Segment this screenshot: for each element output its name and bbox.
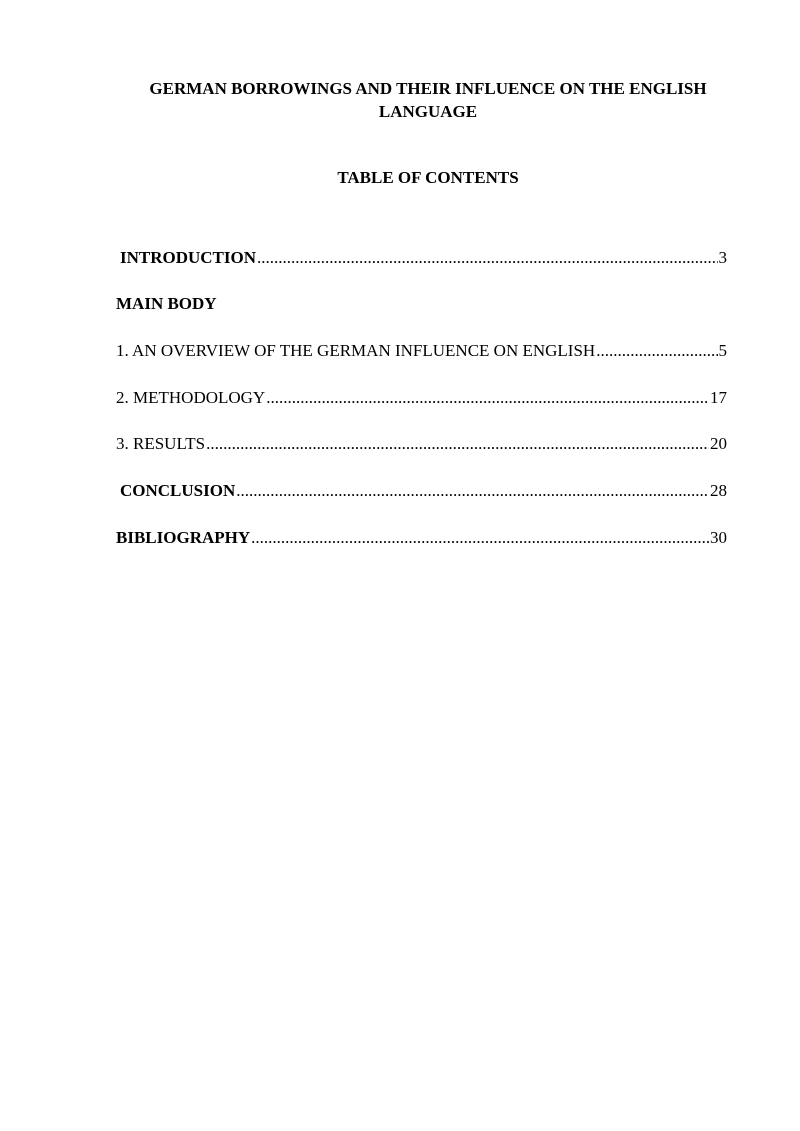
- toc-entry-label: CONCLUSION: [120, 481, 236, 500]
- dot-leader: [266, 387, 709, 409]
- dot-leader: [206, 433, 709, 455]
- document-title: GERMAN BORROWINGS AND THEIR INFLUENCE ON THE ENGLISH LANGUAGE: [149, 79, 707, 121]
- toc-entry-label: BIBLIOGRAPHY: [116, 528, 251, 547]
- toc-page-number: 20: [710, 434, 727, 453]
- toc-page-number: 3: [718, 248, 727, 267]
- toc-page-number: 17: [710, 388, 727, 407]
- dot-leader: [596, 340, 717, 362]
- dot-leader: [236, 480, 709, 502]
- dot-leader: [257, 247, 717, 269]
- toc-entry-label: 1. AN OVERVIEW OF THE GERMAN INFLUENCE ON ENGLISH: [116, 341, 596, 360]
- toc-page-number: 28: [710, 481, 727, 500]
- toc-entry-introduction[interactable]: [116, 247, 727, 269]
- toc-entry-label: 3. RESULTS: [116, 434, 206, 453]
- toc-entry-bibliography[interactable]: [116, 527, 727, 549]
- toc-page-number: 30: [710, 528, 727, 547]
- toc-section-label: MAIN BODY: [116, 294, 217, 313]
- toc-section-main-body: [116, 293, 727, 315]
- toc-entry-chapter-2[interactable]: [116, 387, 727, 409]
- toc-entry-label: INTRODUCTION: [120, 248, 257, 267]
- toc-heading: TABLE OF CONTENTS: [337, 168, 519, 187]
- toc-page-number: 5: [718, 341, 727, 360]
- toc-entry-chapter-1[interactable]: [116, 340, 727, 362]
- dot-leader: [251, 527, 709, 549]
- toc-entry-conclusion[interactable]: [116, 480, 727, 502]
- toc-entry-chapter-3[interactable]: [116, 433, 727, 455]
- toc-entry-label: 2. METHODOLOGY: [116, 388, 266, 407]
